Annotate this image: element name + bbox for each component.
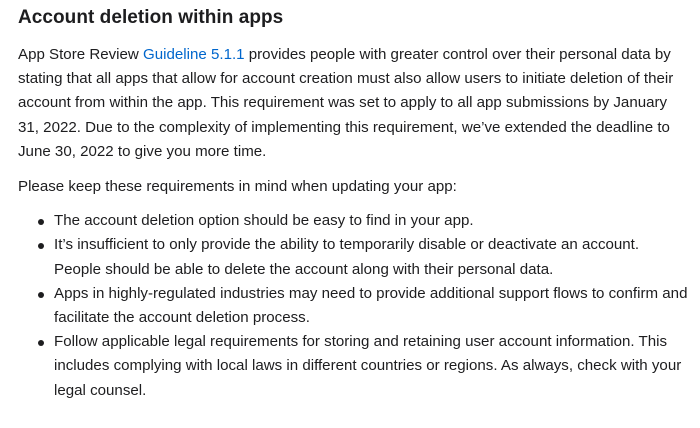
requirements-prompt: Please keep these requirements in mind when updating your app: [18, 178, 457, 196]
bullet-icon [38, 292, 44, 298]
requirement-text: Follow applicable legal requirements for storing and retaining user account information. This includes complying with local laws in different countries or regions. As always, check with your legal counsel. [54, 333, 682, 399]
requirement-text: Apps in highly-regulated industries may need to provide additional support flows to confirm and facilitate the account deletion process. [54, 284, 688, 327]
bullet-icon [38, 243, 44, 249]
requirement-item [54, 209, 690, 233]
requirement-text: It’s insufficient to only provide the ability to temporarily disable or deactivate an account. People should be able to delete the account along with their personal data. [54, 236, 640, 278]
article-heading: Account deletion within apps [18, 7, 284, 28]
intro-paragraph [18, 43, 690, 164]
bullet-icon [38, 219, 44, 225]
guideline-link[interactable]: Guideline 5.1.1 [143, 46, 245, 63]
requirement-item [54, 282, 690, 330]
bullet-icon [38, 340, 44, 346]
requirement-item [54, 233, 690, 281]
intro-text-after-link: provides people with greater control over their personal data by stating that all apps that allow for account creation must also allow users to initiate deletion of their account from within the app. This requirement was set to apply to all app submissions by January 31, 2022. Due to the complexity of implementing this requirement, we’ve extended the deadline to June 30, 2022 to give you more time. [18, 46, 674, 160]
requirement-item [54, 330, 690, 403]
requirements-list [18, 209, 690, 403]
requirement-text: The account deletion option should be easy to find in your app. [54, 212, 474, 230]
intro-text-before-link: App Store Review [18, 46, 144, 63]
